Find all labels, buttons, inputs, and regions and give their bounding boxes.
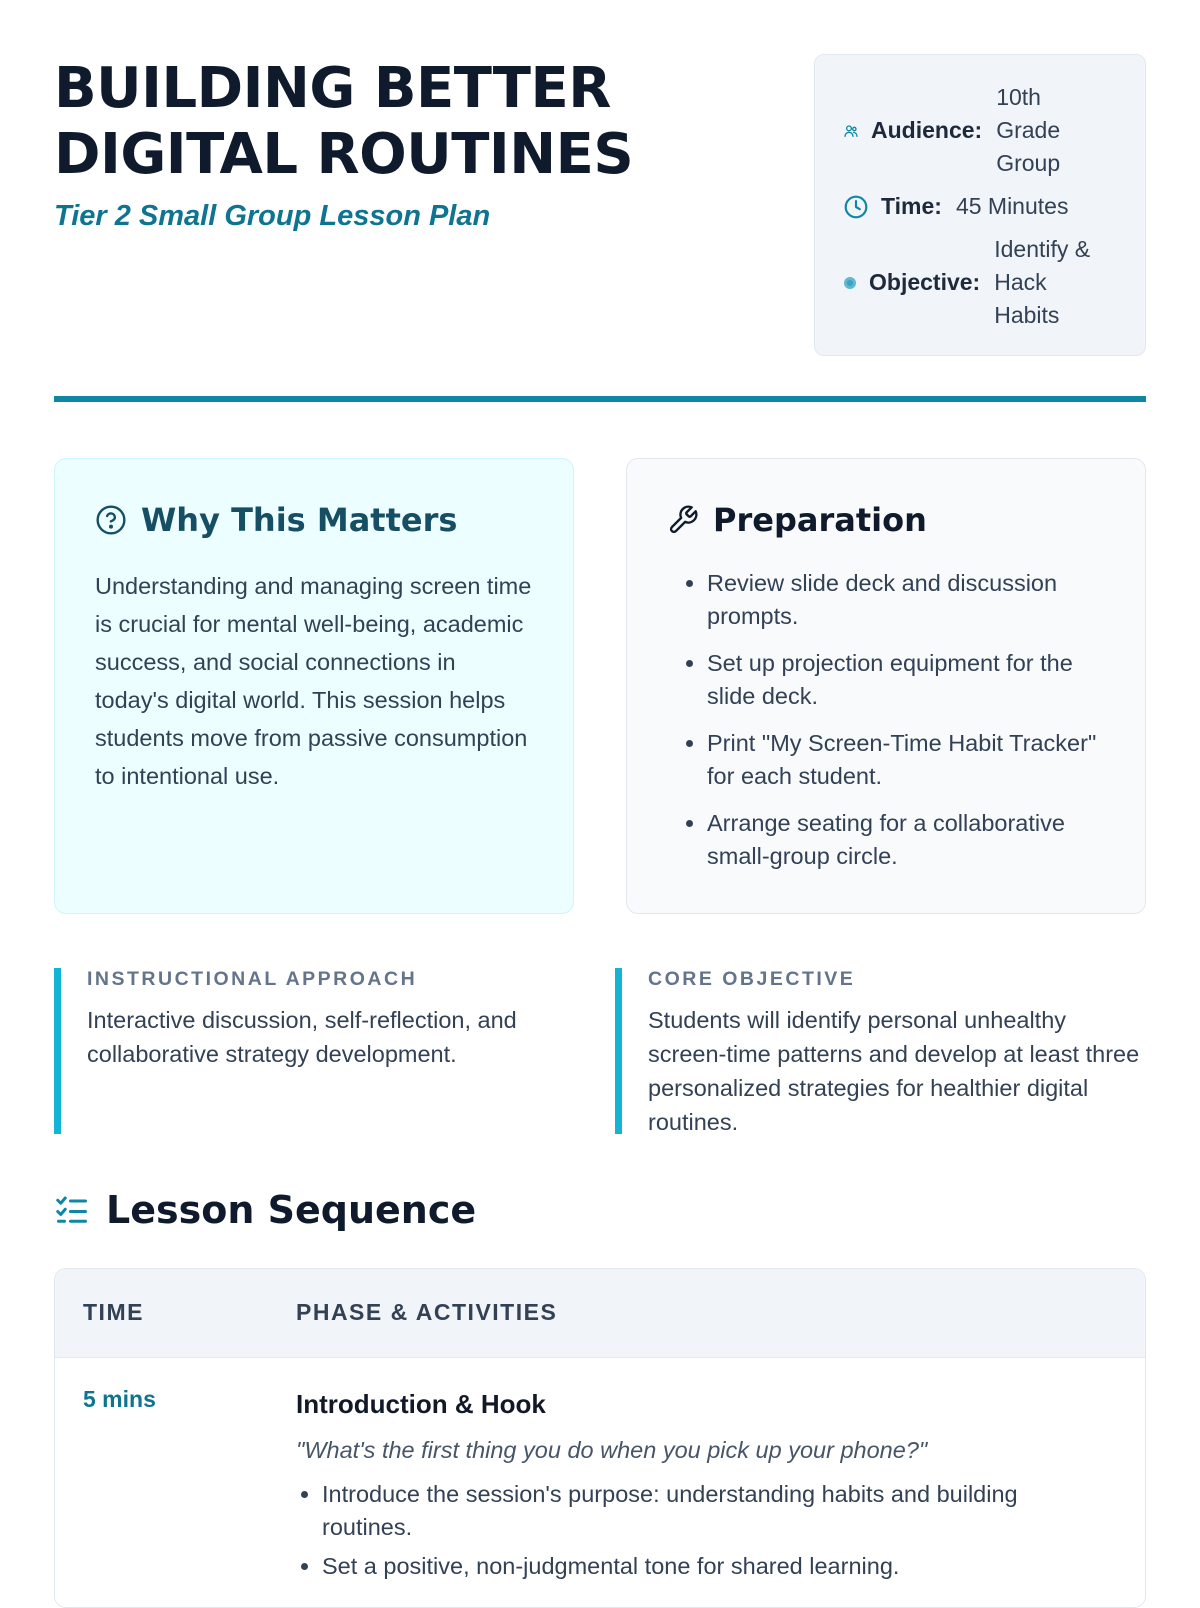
- lesson-sequence-title: Lesson Sequence: [106, 1188, 477, 1232]
- row-quote: "What's the first thing you do when you pick up your phone?": [296, 1437, 928, 1463]
- list-checks-icon: [54, 1192, 90, 1228]
- page-subtitle: Tier 2 Small Group Lesson Plan: [54, 200, 491, 232]
- why-title: [95, 499, 533, 541]
- header: [54, 0, 1146, 404]
- time-label: Time:: [881, 193, 942, 219]
- help-circle-icon: [95, 504, 127, 536]
- title-line-2: DIGITAL ROUTINES: [54, 122, 634, 187]
- clock-icon: [843, 194, 869, 220]
- dot-icon: [843, 276, 857, 290]
- prep-list: [667, 567, 1105, 873]
- activity-item: • Set a positive, non-judgmental tone for shared learning.: [322, 1550, 1096, 1583]
- objective-label-heading: CORE OBJECTIVE: [648, 968, 856, 990]
- meta-audience: [843, 81, 1119, 180]
- title-line-1: BUILDING BETTER: [54, 56, 611, 121]
- objective-label: Objective:: [869, 269, 981, 295]
- objective-text: Students will identify personal unhealthy screen-time patterns and develop at least three personalized strategies for healthier digital routines.: [648, 1007, 1140, 1135]
- lesson-sequence-heading: [54, 1186, 476, 1234]
- lesson-meta-card: [814, 54, 1146, 356]
- audience-label: Audience:: [871, 117, 983, 143]
- row-time: 5 mins: [83, 1386, 156, 1412]
- lesson-sequence-table: [54, 1268, 1146, 1608]
- prep-item: • Print "My Screen-Time Habit Tracker" for each student.: [707, 727, 1105, 793]
- meta-objective: [843, 233, 1119, 332]
- row-body: [296, 1388, 1096, 1589]
- approach-text: Interactive discussion, self-reflection, and collaborative strategy development.: [87, 1007, 517, 1067]
- prep-item: • Review slide deck and discussion prompts.: [707, 567, 1105, 633]
- callouts: [54, 968, 1146, 1134]
- wrench-icon: [667, 504, 699, 536]
- why-this-matters-card: [54, 458, 574, 914]
- approach-label: INSTRUCTIONAL APPROACH: [87, 968, 418, 990]
- column-header-phase: PHASE & ACTIVITIES: [296, 1299, 558, 1325]
- activity-item: • Introduce the session's purpose: understanding habits and building routines.: [322, 1478, 1096, 1544]
- table-row: [55, 1358, 1145, 1608]
- why-body: Understanding and managing screen time is crucial for mental well-being, academic success, and social connections in today's digital world. This session helps students move from passive consumption to intentional use.: [95, 573, 532, 789]
- page-title: [54, 56, 714, 188]
- users-icon: [843, 123, 859, 139]
- audience-value: 10th Grade Group: [996, 84, 1061, 176]
- objective-value: Identify & Hack Habits: [994, 236, 1091, 328]
- header-divider: [54, 396, 1146, 402]
- row-phase-title: Introduction & Hook: [296, 1389, 546, 1419]
- time-value: 45 Minutes: [955, 193, 1069, 219]
- prep-item: • Set up projection equipment for the slide deck.: [707, 647, 1105, 713]
- row-activities: [296, 1478, 1096, 1583]
- info-cards: [54, 458, 1146, 914]
- table-header: [55, 1269, 1145, 1358]
- column-header-time: TIME: [83, 1299, 144, 1325]
- why-title-text: Why This Matters: [141, 501, 458, 539]
- instructional-approach: [54, 968, 574, 1134]
- prep-title: [667, 499, 1105, 541]
- core-objective: [615, 968, 1146, 1134]
- meta-time: [843, 190, 1119, 223]
- preparation-card: [626, 458, 1146, 914]
- prep-item: • Arrange seating for a collaborative small-group circle.: [707, 807, 1105, 873]
- prep-title-text: Preparation: [713, 501, 927, 539]
